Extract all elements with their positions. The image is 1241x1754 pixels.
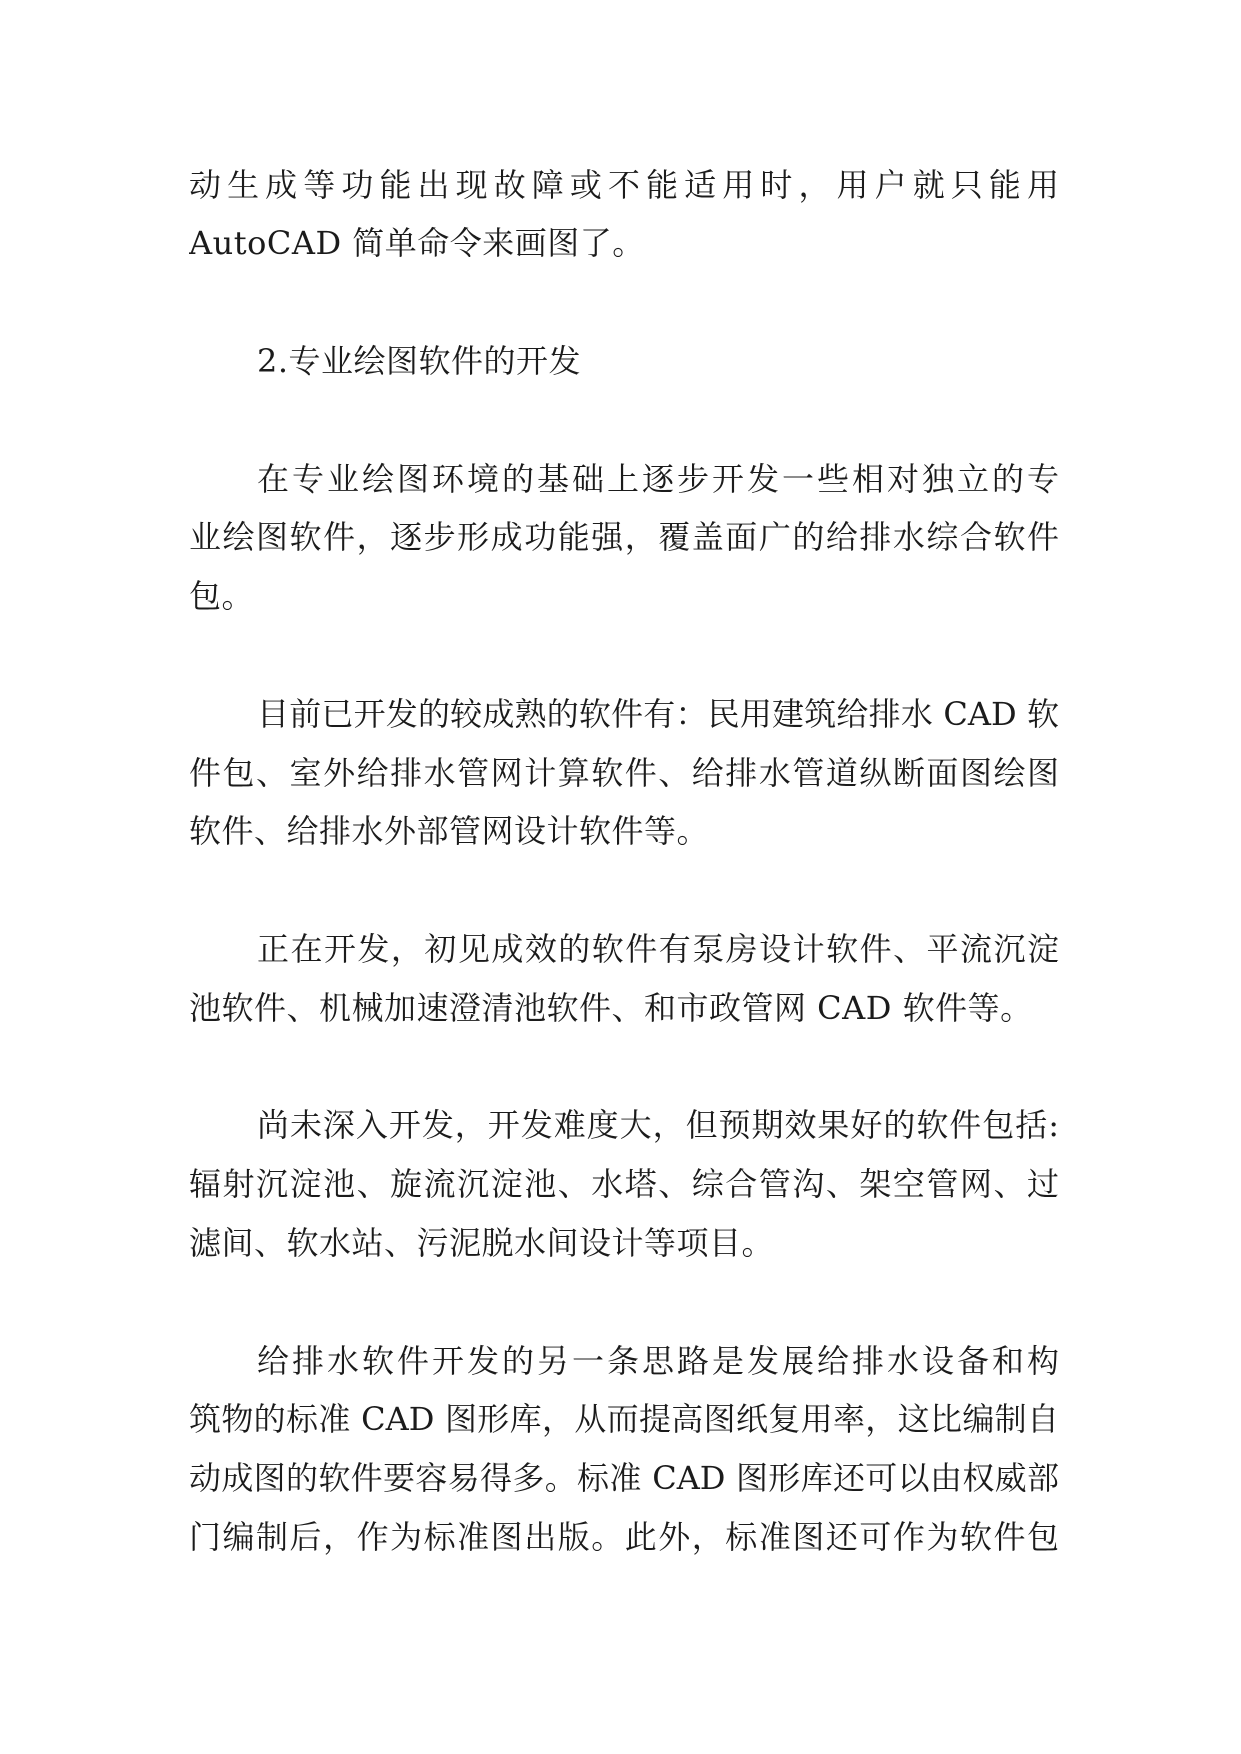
text-line: 动生成等功能出现故障或不能适用时，用户就只能用: [189, 165, 1059, 204]
paragraph: [189, 450, 1059, 626]
text-line: 辐射沉淀池、旋流沉淀池、水塔、综合管沟、架空管网、过: [189, 1165, 1059, 1204]
paragraph: [189, 920, 1059, 1038]
text-line: 包。: [189, 577, 255, 616]
text-line: 给排水软件开发的另一条思路是发展给排水设备和构: [257, 1341, 1059, 1380]
text-line: 件包、室外给排水管网计算软件、给排水管道纵断面图绘图: [189, 753, 1059, 792]
section-heading: [189, 332, 1059, 391]
text-line: 池软件、机械加速澄清池软件、和市政管网 CAD 软件等。: [189, 988, 1033, 1027]
text-line: 动成图的软件要容易得多。标准 CAD 图形库还可以由权威部: [189, 1459, 1059, 1498]
paragraph: [189, 1096, 1059, 1272]
text-line: 正在开发，初见成效的软件有泵房设计软件、平流沉淀: [257, 929, 1059, 968]
text-line: AutoCAD 简单命令来画图了。: [189, 224, 645, 263]
text-line: 目前已开发的较成熟的软件有：民用建筑给排水 CAD 软: [257, 694, 1059, 733]
document-body: [189, 156, 1059, 1626]
text-line: 滤间、软水站、污泥脱水间设计等项目。: [189, 1223, 775, 1262]
paragraph-continues: [189, 1332, 1059, 1567]
paragraph: [189, 685, 1059, 861]
section-heading-text: 2.专业绘图软件的开发: [257, 341, 582, 380]
text-line: 门编制后，作为标准图出版。此外，标准图还可作为软件包: [189, 1517, 1059, 1556]
text-line: 筑物的标准 CAD 图形库，从而提高图纸复用率，这比编制自: [189, 1400, 1059, 1439]
paragraph-continued: [189, 156, 1059, 274]
text-line: 软件、给排水外部管网设计软件等。: [189, 812, 710, 851]
text-line: 业绘图软件，逐步形成功能强，覆盖面广的给排水综合软件: [189, 518, 1059, 557]
text-line: 在专业绘图环境的基础上逐步开发一些相对独立的专: [257, 459, 1059, 498]
text-line: 尚未深入开发，开发难度大，但预期效果好的软件包括:: [257, 1106, 1059, 1145]
